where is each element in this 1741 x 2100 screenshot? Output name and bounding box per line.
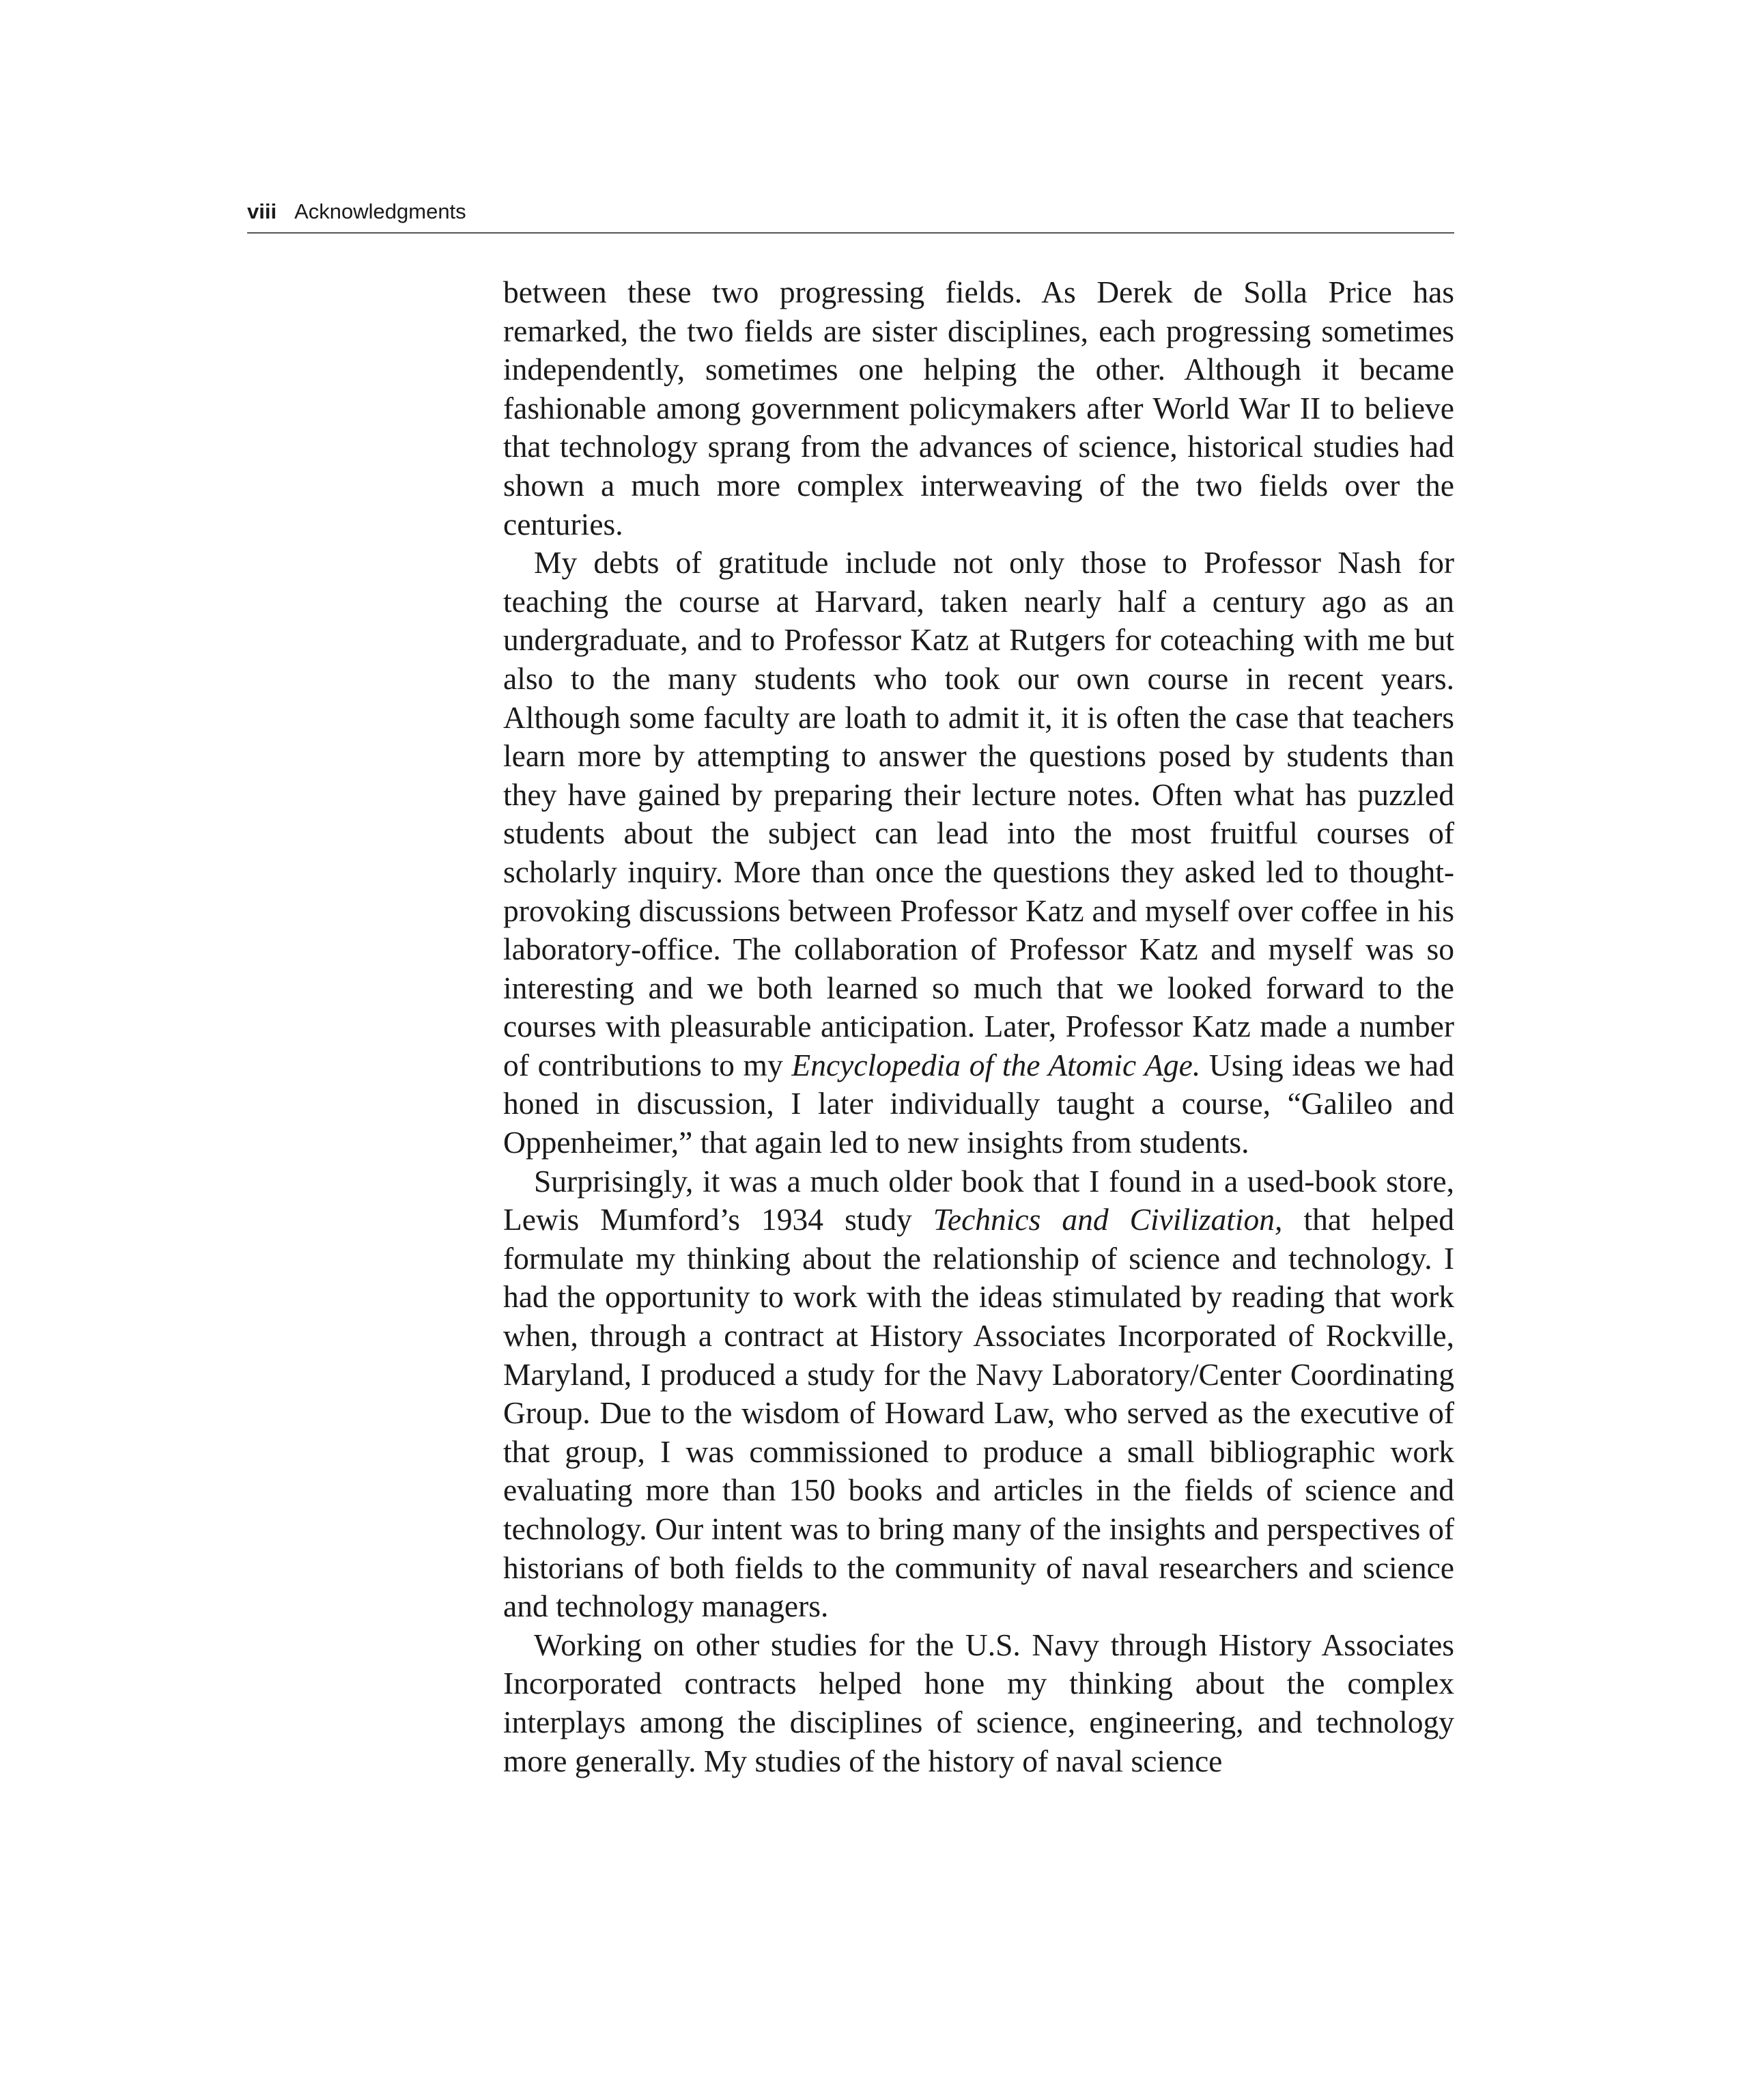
paragraph-text: Surprisingly, it was a much older book that I found in a used-book store, Lewis Mumford’s 1934 study [503,1163,1454,1237]
paragraph [503,1162,1454,1626]
running-head [247,198,1454,234]
book-title: Technics and Civilization, [933,1202,1283,1237]
paragraph-text: that helped formulate my thinking about the relationship of science and technology. I had the opportunity to work with the ideas stimulated by reading that work when, through a contract at History Associates Incorporated of Rockville, Maryland, I produced a study for the Navy Laboratory/Center Coordinating Group. Due to the wisdom of Howard Law, who served as the executive of that group, I was commissioned to produce a small bibliographic work evaluating more than 150 books and articles in the fields of science and technology. Our intent was to bring many of the insights and perspectives of historians of both fields to the community of naval researchers and science and technology managers. [503,1202,1454,1624]
chapter-title: Acknowledgments [294,199,466,223]
book-title: Encyclopedia of the Atomic Age. [791,1047,1201,1082]
paragraph-text: My debts of gratitude include not only those to Professor Nash for teaching the course at Harvard, taken nearly half a century ago as an undergraduate, and to Professor Katz at Rutgers for coteaching with me but also to the many students who took our own course in recent years. Although some faculty are loath to admit it, it is often the case that teachers learn more by attempting to answer the questions posed by students than they have gained by preparing their lecture notes. Often what has puzzled students about the subject can lead into the most fruitful courses of scholarly inquiry. More than once the questions they asked led to thought-provoking discussions between Professor Katz and myself over coffee in his laboratory-office. The collaboration of Professor Katz and myself was so interesting and we both learned so much that we looked forward to the courses with pleasurable anticipation. Later, Professor Katz made a number of contributions to my [503,545,1454,1082]
body-text [503,273,1454,1780]
page-number: viii [247,199,277,223]
paragraph: between these two progressing fields. As Derek de Solla Price has remarked, the two fields are sister disciplines, each progressing sometimes independently, sometimes one helping the other. Although it became fashionable among government policymakers after World War II to believe that technology sprang from the advances of science, historical studies had shown a much more complex interweaving of the two fields over the centuries. [503,275,1454,542]
paragraph [503,544,1454,1162]
paragraph-text: Using ideas we had honed in discussion, I later individually taught a course, “Galileo and Oppenheimer,” that again led to new insights from students. [503,1047,1454,1160]
paragraph: Working on other studies for the U.S. Navy through History Associates Incorporated contracts helped hone my thinking about the complex interplays among the disciplines of science, engineering, and technology more generally. My studies of the history of naval science [503,1627,1454,1778]
